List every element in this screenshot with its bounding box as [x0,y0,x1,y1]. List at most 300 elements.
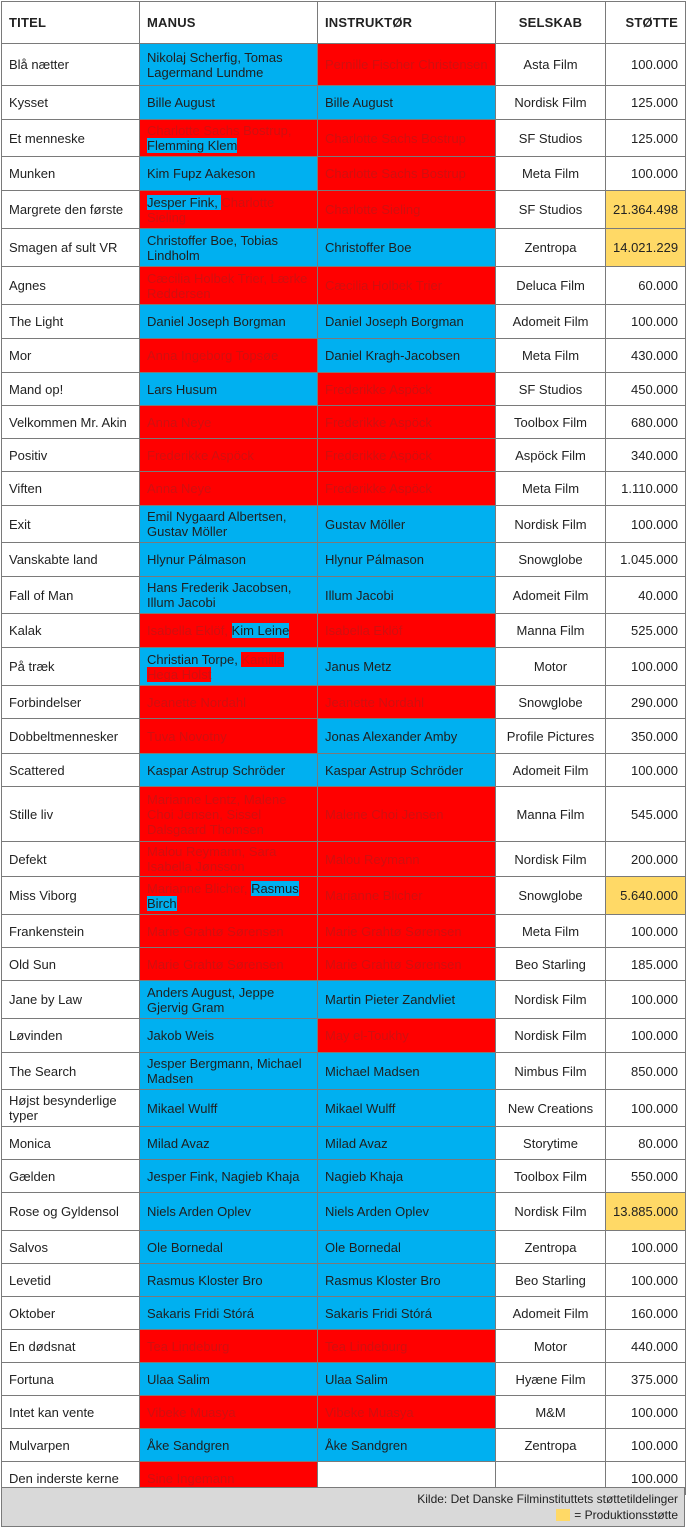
cell-director: Ulaa Salim [318,1363,496,1396]
cell-company: Meta Film [496,915,606,948]
cell-title: Scattered [2,754,140,787]
cell-title: Frankenstein [2,915,140,948]
manus-name: Marie Grahtø Sørensen [147,923,284,939]
cell-company: Snowglobe [496,543,606,577]
cell-support: 185.000 [606,948,686,981]
table-row [2,1090,686,1127]
cell-manus [140,1396,318,1429]
manus-name: Hlynur Pálmason [147,552,246,567]
cell-company: Meta Film [496,157,606,191]
source-note: Kilde: Det Danske Filminstituttets støttetildelinger [417,1492,678,1506]
table-row [2,86,686,120]
table-row [2,1193,686,1231]
cell-company: Meta Film [496,339,606,373]
manus-name: Tea Lindeburg [147,1338,230,1354]
cell-director: Vibeke Muasya [318,1396,496,1429]
cell-manus [140,1231,318,1264]
cell-support: 1.045.000 [606,543,686,577]
cell-manus [140,1090,318,1127]
cell-support: 340.000 [606,439,686,472]
cell-company: Manna Film [496,787,606,842]
cell-company: M&M [496,1396,606,1429]
cell-support: 21.364.498 [606,191,686,229]
cell-title: Vanskabte land [2,543,140,577]
cell-company: Toolbox Film [496,1160,606,1193]
manus-name: Marie Grahtø Sørensen [147,956,284,972]
cell-manus [140,305,318,339]
cell-director: Gustav Möller [318,506,496,543]
legend-label: = Produktionsstøtte [574,1508,678,1522]
manus-name: Kim Leine [231,623,290,638]
table-row [2,406,686,439]
film-support-table [1,1,686,1495]
table-row [2,648,686,686]
cell-director: Nagieb Khaja [318,1160,496,1193]
cell-support: 5.640.000 [606,877,686,915]
cell-director: Charlotte Sieling [318,191,496,229]
cell-title: Mor [2,339,140,373]
cell-director: Cæcilia Holbek Trier [318,267,496,305]
header-title: TITEL [2,2,140,44]
cell-company: Adomeit Film [496,1297,606,1330]
cell-title: Dobbeltmennesker [2,719,140,754]
cell-support: 100.000 [606,1396,686,1429]
manus-name: Nikolaj Scherfig, Tomas Lagermand Lundme [147,49,283,80]
table-row [2,842,686,877]
manus-name: Jesper Fink, [147,194,222,210]
table-row [2,787,686,842]
cell-support: 430.000 [606,339,686,373]
table-row [2,614,686,648]
table-row [2,754,686,787]
cell-title: Salvos [2,1231,140,1264]
cell-director: Milad Avaz [318,1127,496,1160]
cell-company: SF Studios [496,120,606,157]
cell-manus [140,1297,318,1330]
cell-support: 850.000 [606,1053,686,1090]
header-manus: MANUS [140,2,318,44]
manus-name: Vibeke Muasya [147,1404,236,1420]
cell-company: Nimbus Film [496,1053,606,1090]
cell-title: Miss Viborg [2,877,140,915]
cell-title: Exit [2,506,140,543]
cell-support: 100.000 [606,44,686,86]
manus-name: Bille August [147,95,215,110]
cell-manus [140,1127,318,1160]
cell-manus [140,1363,318,1396]
manus-name: Åke Sandgren [147,1437,230,1453]
table-row [2,1330,686,1363]
cell-title: Gælden [2,1160,140,1193]
cell-director: Frederikke Aspöck [318,439,496,472]
cell-support: 100.000 [606,506,686,543]
cell-manus [140,406,318,439]
cell-company: Zentropa [496,1429,606,1462]
cell-director: Tea Lindeburg [318,1330,496,1363]
cell-support: 525.000 [606,614,686,648]
cell-manus [140,439,318,472]
cell-support: 550.000 [606,1160,686,1193]
cell-support: 350.000 [606,719,686,754]
manus-name: Anna Ingeborg Topsøe [147,348,279,363]
cell-director: Bille August [318,86,496,120]
manus-name: Mikael Wulff [147,1100,218,1116]
legend-swatch [556,1509,570,1521]
cell-support: 14.021.229 [606,229,686,267]
cell-director: Malene Choi Jensen [318,787,496,842]
manus-name: Isabella Eklöf, [147,623,232,638]
cell-manus [140,120,318,157]
cell-support: 440.000 [606,1330,686,1363]
cell-manus [140,472,318,506]
cell-support: 100.000 [606,1090,686,1127]
cell-company: Beo Starling [496,948,606,981]
table-row [2,543,686,577]
cell-title: Løvinden [2,1019,140,1053]
cell-director: Jonas Alexander Amby [318,719,496,754]
cell-support: 100.000 [606,1429,686,1462]
manus-name: Hans Frederik Jacobsen, Illum Jacobi [147,580,292,610]
manus-name: Christian Torpe, [147,651,242,667]
cell-title: Smagen af sult VR [2,229,140,267]
cell-director: Isabella Eklöf [318,614,496,648]
manus-name: Rasmus Birch [147,880,299,911]
cell-title: Monica [2,1127,140,1160]
cell-title: Viften [2,472,140,506]
cell-title: Kalak [2,614,140,648]
cell-company: Storytime [496,1127,606,1160]
cell-support: 100.000 [606,915,686,948]
cell-director: Daniel Joseph Borgman [318,305,496,339]
table-row [2,1231,686,1264]
table-row [2,1363,686,1396]
table-row [2,44,686,86]
cell-support: 60.000 [606,267,686,305]
cell-company: Snowglobe [496,877,606,915]
manus-name: Anna Neye [147,414,212,430]
manus-name: Jesper Bergmann, Michael Madsen [147,1056,302,1086]
cell-support: 100.000 [606,1019,686,1053]
table-row [2,1429,686,1462]
manus-name: Marianne Lentz, Malene Choi Jensen, Sissel Dalsgaard Thomsen [147,791,287,837]
cell-director: Mikael Wulff [318,1090,496,1127]
table-row [2,157,686,191]
cell-title: Kysset [2,86,140,120]
cell-director: Janus Metz [318,648,496,686]
cell-manus [140,86,318,120]
cell-company: Nordisk Film [496,86,606,120]
cell-director: Illum Jacobi [318,577,496,614]
cell-support: 1.110.000 [606,472,686,506]
cell-title: Margrete den første [2,191,140,229]
cell-director: Marie Grahtø Sørensen [318,948,496,981]
cell-company: Motor [496,1330,606,1363]
cell-director: Marianne Blicher [318,877,496,915]
cell-support: 100.000 [606,305,686,339]
header-director: INSTRUKTØR [318,2,496,44]
cell-manus [140,339,318,373]
cell-company: Toolbox Film [496,406,606,439]
cell-director: Charlotte Sachs Bostrup [318,157,496,191]
cell-director: Michael Madsen [318,1053,496,1090]
header-row [2,2,686,44]
cell-director: Hlynur Pálmason [318,543,496,577]
cell-company: Zentropa [496,229,606,267]
cell-company: Nordisk Film [496,842,606,877]
cell-director: Pernille Fischer Christensen [318,44,496,86]
manus-name: Ole Bornedal [147,1239,223,1255]
table-row [2,719,686,754]
cell-manus [140,1193,318,1231]
cell-director: Christoffer Boe [318,229,496,267]
cell-manus [140,877,318,915]
table-row [2,339,686,373]
manus-name: Kim Fupz Aakeson [147,166,256,181]
table-row [2,1297,686,1330]
cell-title: Intet kan vente [2,1396,140,1429]
cell-company: Zentropa [496,1231,606,1264]
manus-name: Cæcilia Holbek Trier, Lærke Reddersen [147,270,308,301]
cell-title: Den inderste kerne [2,1462,140,1495]
cell-manus [140,787,318,842]
manus-name: Emil Nygaard Albertsen, Gustav Möller [147,509,287,539]
cell-director: Daniel Kragh-Jacobsen [318,339,496,373]
cell-manus [140,1019,318,1053]
cell-support: 200.000 [606,842,686,877]
cell-manus [140,157,318,191]
cell-company: Hyæne Film [496,1363,606,1396]
table-row [2,877,686,915]
cell-title: Agnes [2,267,140,305]
cell-director: Kaspar Astrup Schröder [318,754,496,787]
cell-company: Adomeit Film [496,754,606,787]
cell-manus [140,1330,318,1363]
manus-name: Kamilla Hega Holst [147,651,285,682]
cell-company: Beo Starling [496,1264,606,1297]
table-row [2,305,686,339]
manus-name: Marianne Blicher, [147,880,252,896]
cell-support: 40.000 [606,577,686,614]
cell-manus [140,842,318,877]
cell-manus [140,981,318,1019]
table-row [2,915,686,948]
cell-support: 290.000 [606,686,686,719]
cell-support: 13.885.000 [606,1193,686,1231]
cell-company: SF Studios [496,373,606,406]
table-row [2,439,686,472]
cell-support: 100.000 [606,157,686,191]
cell-director: Rasmus Kloster Bro [318,1264,496,1297]
table-row [2,1127,686,1160]
manus-name: Milad Avaz [147,1135,210,1151]
table-row [2,1264,686,1297]
manus-name: Anders August, Jeppe Gjervig Gram [147,984,275,1015]
manus-name: Flemming Klem [147,138,238,153]
table-row [2,373,686,406]
table-row [2,267,686,305]
cell-title: Levetid [2,1264,140,1297]
manus-name: Lars Husum [147,381,218,397]
cell-manus [140,543,318,577]
cell-title: Fortuna [2,1363,140,1396]
cell-title: Et menneske [2,120,140,157]
table-row [2,1396,686,1429]
cell-title: Velkommen Mr. Akin [2,406,140,439]
cell-company: Profile Pictures [496,719,606,754]
cell-title: Højst besynderlige typer [2,1090,140,1127]
cell-support: 125.000 [606,86,686,120]
table-row [2,686,686,719]
cell-title: På træk [2,648,140,686]
cell-director: May el-Toukhy [318,1019,496,1053]
cell-support: 375.000 [606,1363,686,1396]
table-row [2,120,686,157]
cell-title: Stille liv [2,787,140,842]
cell-title: Positiv [2,439,140,472]
cell-company: Asta Film [496,44,606,86]
table-footer [1,1487,685,1527]
legend [556,1508,678,1522]
cell-title: Oktober [2,1297,140,1330]
cell-director: Martin Pieter Zandvliet [318,981,496,1019]
cell-support: 450.000 [606,373,686,406]
header-support: STØTTE [606,2,686,44]
table-row [2,1053,686,1090]
cell-title: Old Sun [2,948,140,981]
cell-company: Nordisk Film [496,981,606,1019]
cell-manus [140,577,318,614]
cell-company: New Creations [496,1090,606,1127]
table-body [2,44,686,1495]
manus-name: Sine Ingemann [147,1470,235,1486]
table-row [2,506,686,543]
manus-name: Niels Arden Oplev [147,1204,252,1219]
cell-manus [140,44,318,86]
cell-director: Frederikke Aspöck [318,472,496,506]
cell-company: Adomeit Film [496,305,606,339]
cell-title: Mulvarpen [2,1429,140,1462]
table-row [2,191,686,229]
cell-director: Marie Grahtø Sørensen [318,915,496,948]
cell-support: 80.000 [606,1127,686,1160]
table-row [2,577,686,614]
cell-company: Meta Film [496,472,606,506]
cell-title: Jane by Law [2,981,140,1019]
cell-director: Sakaris Fridi Stórá [318,1297,496,1330]
manus-name: Charlotte Sachs Bostrup, [147,123,292,138]
manus-name: Frederikke Aspöck [147,447,254,463]
manus-name: Anna Neye [147,481,212,496]
table-row [2,472,686,506]
cell-title: The Search [2,1053,140,1090]
cell-title: En dødsnat [2,1330,140,1363]
cell-company: Aspöck Film [496,439,606,472]
cell-director: Frederikke Aspöck [318,373,496,406]
cell-title: Defekt [2,842,140,877]
cell-manus [140,1160,318,1193]
cell-support: 545.000 [606,787,686,842]
header-company: SELSKAB [496,2,606,44]
cell-support: 100.000 [606,648,686,686]
cell-support: 160.000 [606,1297,686,1330]
cell-director: Jeanette Nordahl [318,686,496,719]
cell-manus [140,1429,318,1462]
cell-company: Nordisk Film [496,1193,606,1231]
table-row [2,1019,686,1053]
manus-name: Jeanette Nordahl [147,694,247,710]
cell-manus [140,915,318,948]
cell-title: Mand op! [2,373,140,406]
cell-support: 100.000 [606,754,686,787]
cell-support: 100.000 [606,981,686,1019]
cell-company: Nordisk Film [496,506,606,543]
cell-company: Adomeit Film [496,577,606,614]
manus-name: Ulaa Salim [147,1371,210,1387]
manus-name: Sakaris Fridi Stórá [147,1305,254,1321]
table-row [2,981,686,1019]
table-row [2,948,686,981]
cell-title: Forbindelser [2,686,140,719]
cell-manus [140,614,318,648]
cell-manus [140,506,318,543]
manus-name: Daniel Joseph Borgman [147,314,286,329]
cell-support: 680.000 [606,406,686,439]
cell-manus [140,1053,318,1090]
manus-name: Rasmus Kloster Bro [147,1272,263,1288]
cell-director: Malou Reymann [318,842,496,877]
cell-director: Frederikke Aspöck [318,406,496,439]
cell-title: Fall of Man [2,577,140,614]
cell-manus [140,267,318,305]
manus-name: Christoffer Boe, Tobias Lindholm [147,232,279,263]
cell-support: 100.000 [606,1231,686,1264]
cell-company: SF Studios [496,191,606,229]
cell-manus [140,191,318,229]
cell-director: Niels Arden Oplev [318,1193,496,1231]
cell-company: Deluca Film [496,267,606,305]
cell-manus [140,754,318,787]
manus-name: Malou Reymann, Sara Isabella Jønsson [147,844,277,874]
cell-manus [140,229,318,267]
cell-company: Motor [496,648,606,686]
cell-manus [140,686,318,719]
cell-company: Manna Film [496,614,606,648]
table-row [2,1160,686,1193]
manus-name: Tuva Novotny [147,728,227,744]
cell-manus [140,948,318,981]
cell-manus [140,719,318,754]
cell-director: Ole Bornedal [318,1231,496,1264]
manus-name: Jakob Weis [147,1028,214,1043]
cell-support: 100.000 [606,1264,686,1297]
cell-title: Rose og Gyldensol [2,1193,140,1231]
table-row [2,229,686,267]
cell-manus [140,373,318,406]
cell-title: Blå nætter [2,44,140,86]
cell-manus [140,648,318,686]
cell-support: 125.000 [606,120,686,157]
cell-title: The Light [2,305,140,339]
cell-company: Snowglobe [496,686,606,719]
manus-name: Kaspar Astrup Schröder [147,762,286,778]
manus-name: Charlotte Sieling [147,194,275,225]
cell-manus [140,1264,318,1297]
cell-company: Nordisk Film [496,1019,606,1053]
cell-director: Charlotte Sachs Bostrup [318,120,496,157]
cell-title: Munken [2,157,140,191]
cell-director: Åke Sandgren [318,1429,496,1462]
cell-support: 100.000 [606,1462,686,1495]
